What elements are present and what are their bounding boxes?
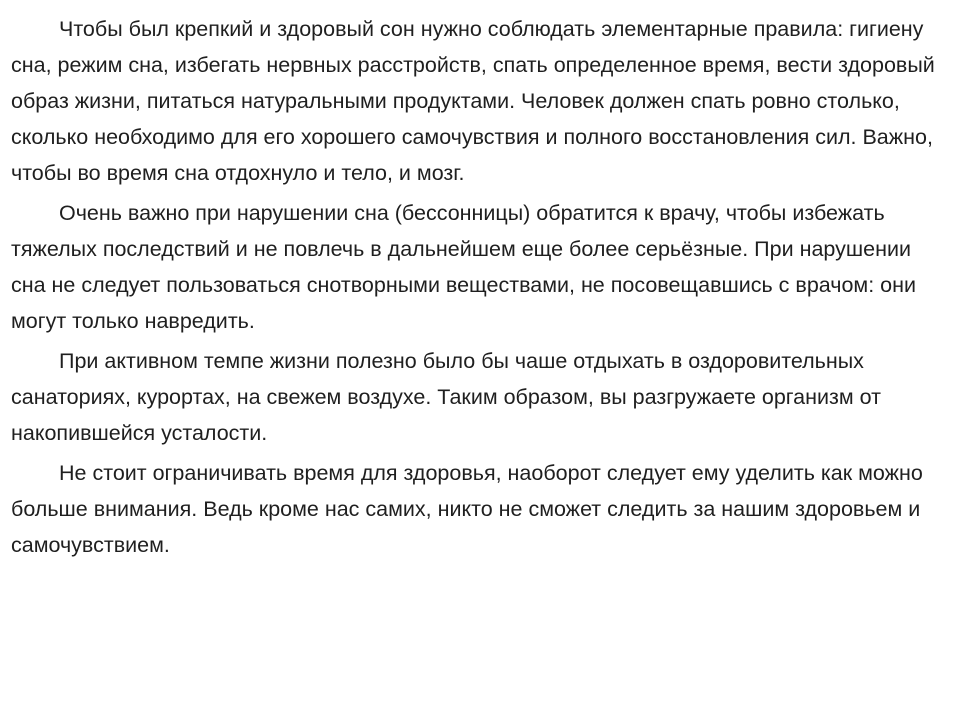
paragraph-insomnia-doctor: Очень важно при нарушении сна (бессонницы) обратится к врачу, чтобы избежать тяжелых последствий и не повлечь в дальнейшем еще более серьёзные. При нарушении сна не следует пользоваться снотворными веществами, не посовещавшись с врачом: они могут только навредить. [11, 201, 916, 333]
paragraph-health-attention: Не стоит ограничивать время для здоровья, наоборот следует ему уделить как можно больше внимания. Ведь кроме нас самих, никто не сможет следить за нашим здоровьем и самочувствием. [11, 461, 923, 557]
paragraph-sleep-rules: Чтобы был крепкий и здоровый сон нужно соблюдать элементарные правила: гигиену сна, режим сна, избегать нервных расстройств, спать определенное время, вести здоровый образ жизни, питаться натуральными продуктами. Человек должен спать ровно столько, сколько необходимо для его хорошего самочувствия и полного восстановления сил. Важно, чтобы во время сна отдохнуло и тело, и мозг. [11, 17, 935, 185]
paragraph-active-rest: При активном темпе жизни полезно было бы чаше отдыхать в оздоровительных санаториях, курортах, на свежем воздухе. Таким образом, вы разгружаете организм от накопившейся усталости. [11, 349, 881, 445]
text-body [11, 11, 946, 563]
